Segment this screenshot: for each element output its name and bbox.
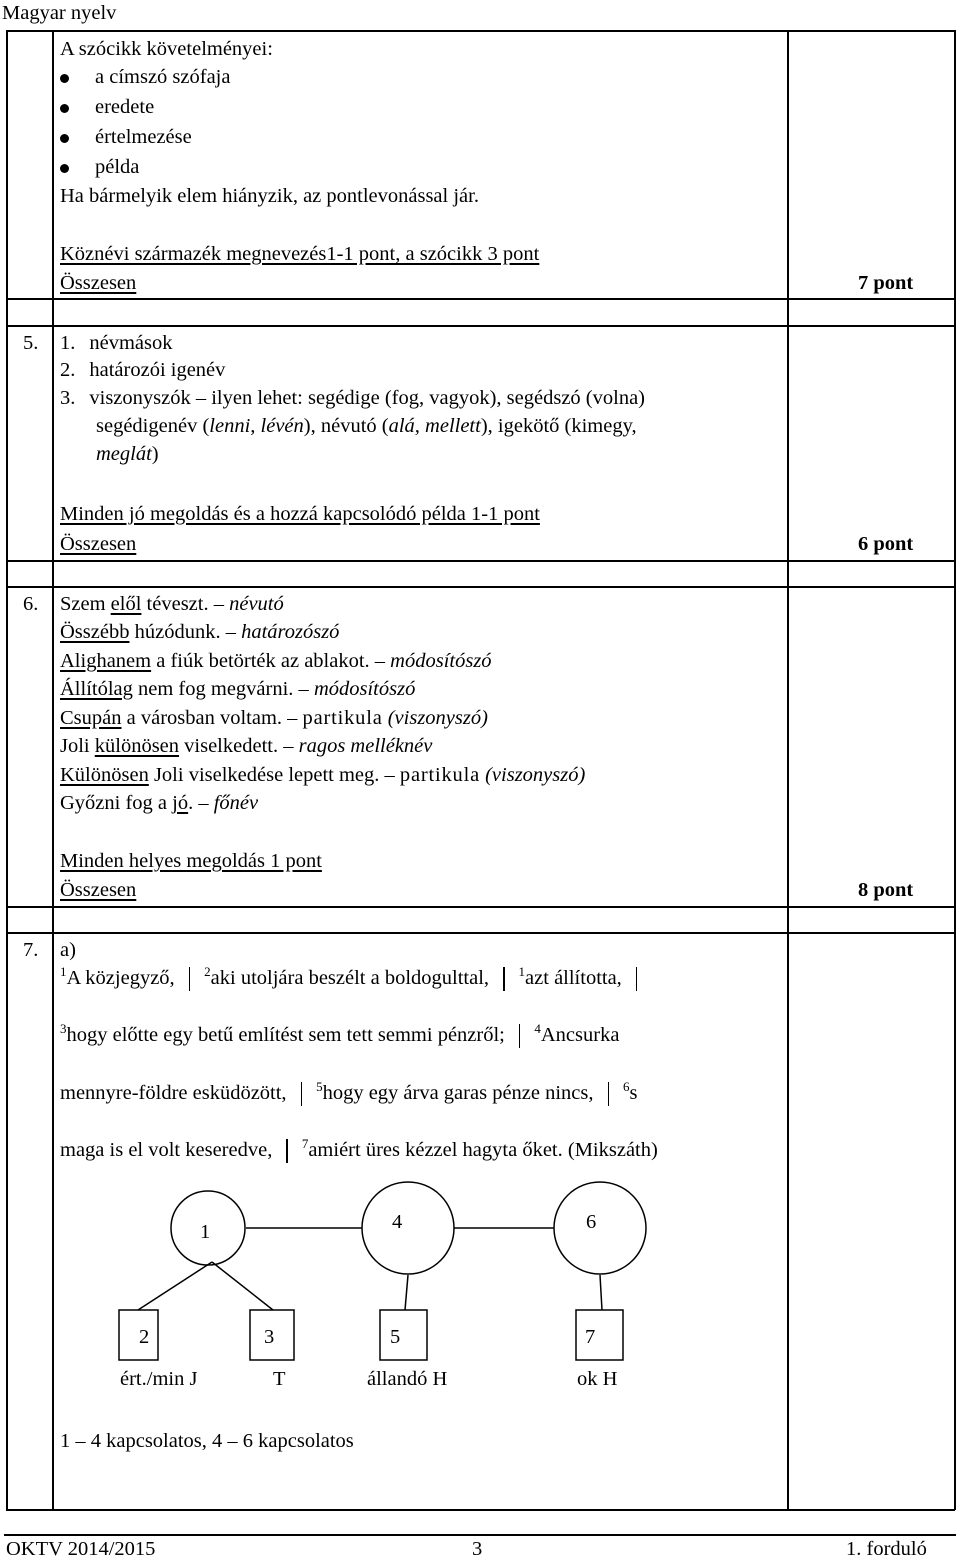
- page-number: 3: [472, 1538, 483, 1560]
- question-number: 6.: [23, 593, 39, 615]
- total-points: 6 pont: [858, 533, 914, 555]
- diagram-node: [576, 1310, 623, 1360]
- sentence-line: $^1$A közjegyző, $^2$aki utoljára beszélt a boldogulttal, $^1$azt állította,: [60, 966, 651, 991]
- scoring-text: Minden jó megoldás és a hozzá kapcsolódó példa 1-1 pont: [60, 503, 540, 525]
- diagram-edge: [405, 1275, 408, 1310]
- footer-rule: [4, 1534, 956, 1536]
- question-number: 7.: [23, 939, 39, 961]
- total-label: Összesen: [60, 879, 137, 901]
- total-points: 8 pont: [858, 879, 914, 901]
- sentence-line: $^3$hogy előtte egy betű említést sem tett semmi pénzről; $^4$Ancsurka: [60, 1023, 619, 1048]
- footer-left: OKTV 2014/2015: [6, 1538, 156, 1560]
- list-item: Joli különösen viselkedett. – ragos melléknév: [60, 735, 433, 757]
- list-item: Összébb húzódunk. – határozószó: [60, 621, 340, 643]
- list-item-continuation: segédigenév (lenni, lévén), névutó (alá, mellett), igekötő (kimegy,: [96, 415, 637, 437]
- diagram-caption: ért./min J: [120, 1368, 198, 1390]
- list-item: 1. névmások: [60, 332, 173, 354]
- list-item: Alighanem a fiúk betörték az ablakot. – módosítószó: [60, 650, 492, 672]
- list-item: Szem elől téveszt. – névutó: [60, 593, 284, 615]
- question-number: 5.: [23, 332, 39, 354]
- list-item: 2. határozói igenév: [60, 359, 226, 381]
- diagram-node-label: 3: [264, 1326, 275, 1348]
- list-item-continuation: meglát): [96, 443, 159, 465]
- footer-right: 1. forduló: [846, 1538, 927, 1560]
- list-item: 3. viszonyszók – ilyen lehet: segédige (fog, vagyok), segédszó (volna): [60, 387, 645, 409]
- diagram-edge: [138, 1262, 212, 1310]
- list-item: Csupán a városban voltam. – partikula (viszonyszó): [60, 707, 488, 729]
- diagram-node: [554, 1182, 646, 1274]
- list-item: Állítólag nem fog megvárni. – módosítószó: [60, 678, 416, 700]
- diagram-caption: ok H: [577, 1368, 618, 1390]
- scoring-text: Köznévi származék megnevezés1-1 pont, a szócikk 3 pont: [60, 243, 540, 265]
- diagram-node-label: 5: [390, 1326, 401, 1348]
- bullet-list-item: példa: [60, 155, 139, 179]
- total-points: 7 pont: [858, 272, 914, 294]
- total-label: Összesen: [60, 272, 137, 294]
- diagram-node-label: 2: [139, 1326, 150, 1348]
- scoring-text: Minden helyes megoldás 1 pont: [60, 850, 322, 872]
- diagram-node-label: 4: [392, 1211, 403, 1233]
- missing-rule: Ha bármelyik elem hiányzik, az pontlevonással jár.: [60, 185, 479, 207]
- diagram-edge: [212, 1262, 273, 1310]
- sentence-line: maga is el volt keseredve, $^7$amiért üres kézzel hagyta őket. (Mikszáth): [60, 1138, 658, 1163]
- list-item: Győzni fog a jó. – főnév: [60, 792, 259, 814]
- sentence-line: mennyre-földre esküdözött, $^5$hogy egy árva garas pénze nincs, $^6$s: [60, 1081, 638, 1106]
- part-label: a): [60, 939, 76, 961]
- diagram-node-label: 7: [585, 1326, 596, 1348]
- diagram-node: [380, 1310, 427, 1360]
- diagram-node-label: 6: [586, 1211, 597, 1233]
- bullet-list-item: a címszó szófaja: [60, 65, 230, 89]
- requirements-title: A szócikk követelményei:: [60, 38, 273, 60]
- relation-note: 1 – 4 kapcsolatos, 4 – 6 kapcsolatos: [60, 1430, 354, 1452]
- diagram-node-label: 1: [200, 1221, 211, 1243]
- total-label: Összesen: [60, 533, 137, 555]
- diagram-edge: [600, 1275, 602, 1310]
- bullet-list-item: eredete: [60, 95, 154, 119]
- subject-header: Magyar nyelv: [2, 2, 117, 24]
- diagram-caption: T: [273, 1368, 286, 1390]
- diagram-caption: állandó H: [367, 1368, 448, 1390]
- bullet-list-item: értelmezése: [60, 125, 192, 149]
- list-item: Különösen Joli viselkedése lepett meg. – partikula (viszonyszó): [60, 764, 586, 786]
- diagram-node: [362, 1182, 454, 1274]
